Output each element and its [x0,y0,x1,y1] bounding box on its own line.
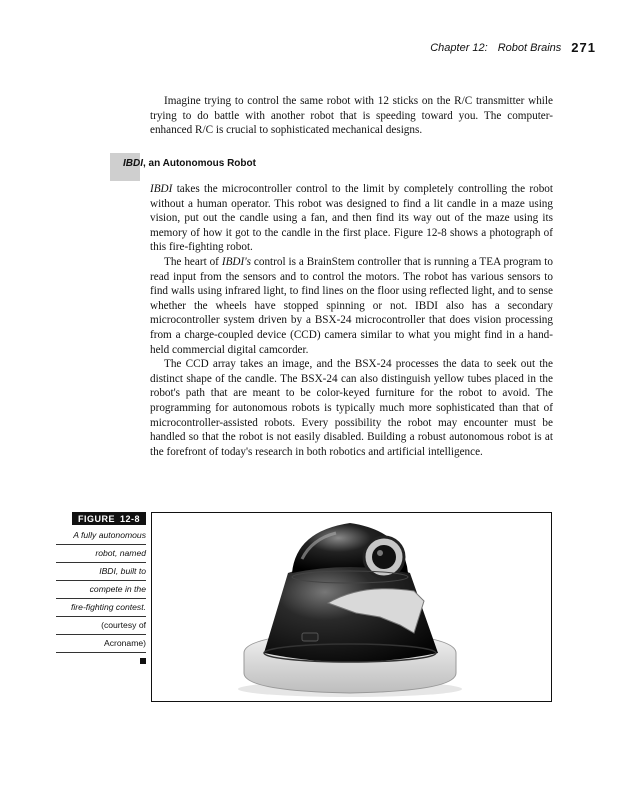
section-heading [123,158,256,169]
running-header [430,40,596,55]
chapter-title: Robot Brains [497,41,562,54]
robot-photo [151,512,552,702]
intro-paragraph-block [150,94,553,138]
figure-label-word: FIGURE [78,513,116,524]
section-body [150,182,553,459]
caption-line: IBDI, built to [56,563,146,581]
caption-line: (courtesy of [56,617,146,635]
paragraph-2-text: control is a BrainStem controller that is running a TEA program to read input from the sensors and to control the motors. The robot has various sensors to find walls using infrared light, to find lines on the floor using reflected light, and to sense whether the wheels have stopped spinning or not. IBDI also has a secondary microcontroller system driven by a BSX-24 microcontroller that does vision processing from a charge-coupled device (CCD) camera similar to what you might find in a hand-held commercial digital camcorder. [150,255,553,356]
figure-caption [56,527,146,666]
paragraph-2-name: IBDI's [221,255,251,268]
caption-line: compete in the [56,581,146,599]
robot-illustration [152,513,551,701]
section-heading-rest: , an Autonomous Robot [143,158,256,169]
caption-line: Acroname) [56,635,146,653]
chapter-number: Chapter 12: [430,41,488,54]
paragraph-2 [150,255,553,357]
paragraph-1 [150,182,553,255]
intro-paragraph: Imagine trying to control the same robot with 12 sticks on the R/C transmitter while trying to do battle with another robot that is speeding toward you. The computer-enhanced R/C is crucial to sophisticated mechanical designs. [150,95,553,137]
paragraph-3: The CCD array takes an image, and the BSX-24 processes the data to seek out the distinct shape of the candle. The BSX-24 can also distinguish yellow tubes placed in the robot's path that are meant to be color-keyed furniture for the robot to avoid. The programming for autonomous robots is typically much more sophisticated than that of microcontroller-assisted robots. Every possibility the robot may encounter must be handled so that the robot is not easily disabled. Building a robust autonomous robot is at the forefront of today's research in both robotics and artificial intelligence. [150,358,553,458]
caption-end-mark [56,653,146,666]
figure-label [72,512,146,525]
figure-number: 12-8 [119,513,140,524]
section-heading-robot-name: IBDI [123,158,143,169]
caption-line: robot, named [56,545,146,563]
caption-line: fire-fighting contest. [56,599,146,617]
paragraph-1-name: IBDI [150,183,173,195]
paragraph-1-text: takes the microcontroller control to the limit by completely controlling the robot without a human operator. This robot was designed to find a lit candle in a maze using vision, put out the candle using a fan, and then find its way out of the maze using its memory of how it got to the candle in the first place. Figure 12-8 shows a photograph of this fire-fighting robot. [150,183,553,254]
caption-line: A fully autonomous [56,527,146,545]
page-number: 271 [571,40,596,55]
paragraph-2-lead: The heart of [164,255,222,268]
